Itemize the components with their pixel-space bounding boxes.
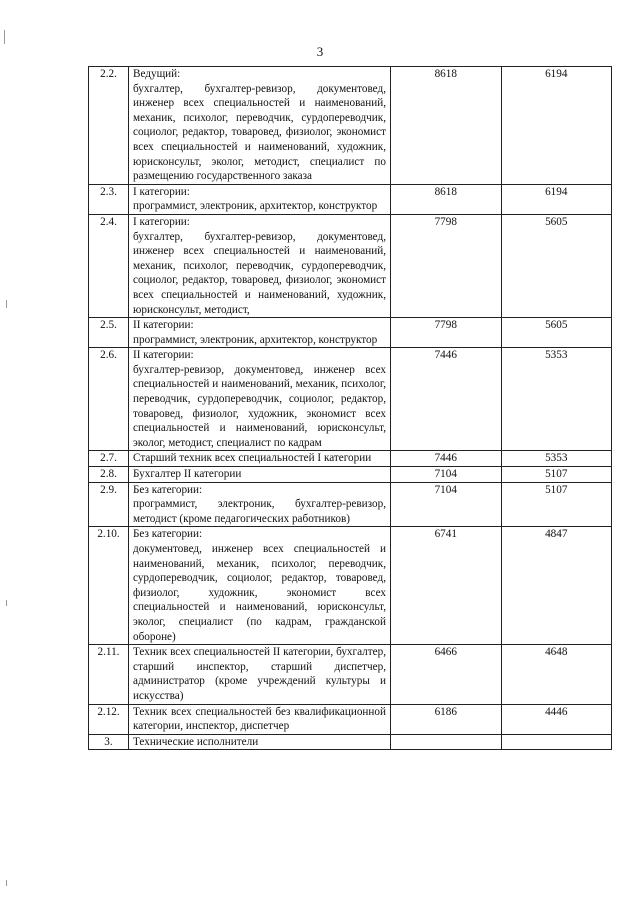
position-list: бухгалтер, бухгалтер-ревизор, документовед, инженер всех специальностей и наименований, механик, психолог, переводчик, сурдопереводчик, социолог, редактор, товаровед, физиолог, экономист всех специальностей и наименований, художник, юрисконсульт, методист,: [133, 230, 386, 316]
position-title: Старший техник всех специальностей I категории: [133, 452, 372, 465]
value-column-2: 4446: [501, 704, 612, 734]
position-list: программист, электроник, архитектор, конструктор: [133, 200, 378, 213]
value-column-1: 7104: [391, 467, 502, 483]
value-column-1: 6741: [391, 527, 502, 645]
position-title: Без категории:: [133, 483, 203, 496]
value-column-2: 5353: [501, 348, 612, 451]
position-title: Техник всех специальностей без квалификационной категории, инспектор, диспетчер: [133, 705, 386, 733]
value-column-1: 7798: [391, 214, 502, 317]
scan-mark: [6, 600, 7, 606]
row-number: 2.9.: [89, 482, 129, 527]
value-column-1: 6466: [391, 645, 502, 704]
row-number: 2.12.: [89, 704, 129, 734]
position-description: [129, 318, 391, 348]
salary-table: [88, 66, 612, 750]
row-number: 2.7.: [89, 451, 129, 467]
value-column-1: 7798: [391, 318, 502, 348]
row-number: 2.3.: [89, 184, 129, 214]
table-row: [89, 348, 612, 451]
value-column-2: 6194: [501, 184, 612, 214]
scan-mark: [6, 880, 7, 886]
value-column-1: 7104: [391, 482, 502, 527]
value-column-2: 5605: [501, 318, 612, 348]
position-title: I категории:: [133, 185, 190, 198]
table-row: [89, 184, 612, 214]
position-list: программист, электроник, архитектор, конструктор: [133, 333, 378, 346]
row-number: 2.6.: [89, 348, 129, 451]
row-number: 2.10.: [89, 527, 129, 645]
position-list: программист, электроник, бухгалтер-ревизор, методист (кроме педагогических работников): [133, 498, 386, 525]
position-title: II категории:: [133, 349, 194, 362]
table-body: [89, 67, 612, 750]
value-column-2: 5605: [501, 214, 612, 317]
value-column-2: 4847: [501, 527, 612, 645]
position-list: бухгалтер-ревизор, документовед, инженер всех специальностей и наименований, механик, психолог, переводчик, сурдопереводчик, социолог, редактор, товаровед, физиолог, художник, экономист всех специальностей и наименований, юрисконсульт, эколог, методист, специалист по кадрам: [133, 363, 386, 449]
row-number: 2.5.: [89, 318, 129, 348]
value-column-2: [501, 734, 612, 750]
table-row: [89, 734, 612, 750]
row-number: 2.11.: [89, 645, 129, 704]
position-description: [129, 704, 391, 734]
row-number: 2.2.: [89, 67, 129, 185]
value-column-2: 6194: [501, 67, 612, 185]
table-row: [89, 214, 612, 317]
value-column-1: 8618: [391, 67, 502, 185]
position-title: Без категории:: [133, 528, 203, 541]
table-row: [89, 482, 612, 527]
position-description: [129, 214, 391, 317]
position-description: [129, 645, 391, 704]
value-column-1: 7446: [391, 348, 502, 451]
value-column-2: 5107: [501, 467, 612, 483]
value-column-2: 4648: [501, 645, 612, 704]
position-title: I категории:: [133, 215, 190, 228]
scan-mark: [4, 30, 5, 44]
page-number: 3: [316, 44, 324, 59]
position-description: [129, 67, 391, 185]
table-row: [89, 704, 612, 734]
position-description: [129, 348, 391, 451]
value-column-1: 8618: [391, 184, 502, 214]
position-title: Бухгалтер II категории: [133, 468, 242, 481]
scan-mark: [6, 300, 7, 308]
position-description: [129, 482, 391, 527]
position-list: бухгалтер, бухгалтер-ревизор, документовед, инженер всех специальностей и наименований, механик, психолог, переводчик, сурдопереводчик, социолог, редактор, товаровед, физиолог, экономист всех специальностей и наименований, художник, юрисконсульт, эколог, методист, специалист по размещению государственного заказа: [133, 82, 386, 183]
row-number: 2.8.: [89, 467, 129, 483]
value-column-1: 6186: [391, 704, 502, 734]
value-column-2: 5107: [501, 482, 612, 527]
position-title: Ведущий:: [133, 68, 181, 80]
position-description: [129, 451, 391, 467]
table-row: [89, 318, 612, 348]
position-description: [129, 184, 391, 214]
row-number: 3.: [89, 734, 129, 750]
row-number: 2.4.: [89, 214, 129, 317]
value-column-1: 7446: [391, 451, 502, 467]
table-row: [89, 527, 612, 645]
position-title: Техник всех специальностей II категории, бухгалтер, старший инспектор, старший диспетчер, администратор (кроме учреждений культуры и искусства): [133, 646, 386, 702]
position-title: Технические исполнители: [133, 735, 259, 748]
position-title: II категории:: [133, 319, 194, 332]
position-list: документовед, инженер всех специальностей и наименований, механик, психолог, переводчик, сурдопереводчик, социолог, редактор, товаровед, физиолог, художник, экономист всех специальностей и наименований, юрисконсульт, эколог, специалист (по кадрам, гражданской обороне): [133, 543, 386, 643]
value-column-2: 5353: [501, 451, 612, 467]
position-description: [129, 734, 391, 750]
table-row: [89, 467, 612, 483]
table-row: [89, 645, 612, 704]
position-description: [129, 467, 391, 483]
value-column-1: [391, 734, 502, 750]
position-description: [129, 527, 391, 645]
table-row: [89, 451, 612, 467]
table-row: [89, 67, 612, 185]
